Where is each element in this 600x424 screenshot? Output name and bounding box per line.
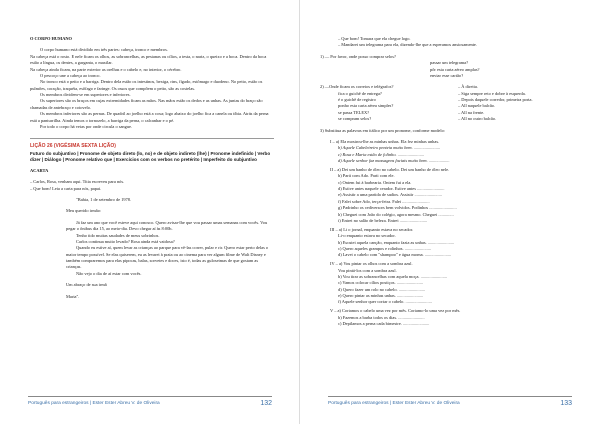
exercise-line: I – a) Ela mostrou-lhe as minhas unhas. Ela fez minhas unhas.: [330, 138, 440, 144]
paragraph: Na cabeça está o rosto. E nele ficam os olhos, as sobrancelhas, as pestanas ou cílios, a testa, o nariz, o queixo e a boca. Dentro da boca estão a língua, os dentes, a garganta, o maxilar.: [30, 53, 267, 66]
exercise-line: d) Aquele senhor faz massagens faciais muito bem. ...................: [338, 158, 450, 163]
letter-line: Carlos continua muito levado? Rosa ainda está vaidosa?: [76, 238, 175, 244]
exercise-line: b) Fazemos a barba todos os dias. ........................: [338, 314, 425, 320]
exercise-line: d) Estive antes naquele cerador. Estive antes .........................: [338, 186, 445, 191]
left-column: [30, 36, 274, 300]
dialog-line: – Que bom! Leia a carta para nós, papai.: [30, 185, 102, 191]
exercise-line: Li-o enquanto estava no secador.: [338, 233, 396, 239]
footer-text: Português para estrangeiros | Ester Ester Abreu V. de Oliveira: [328, 401, 460, 406]
exercise-line: se passa TELEX?: [338, 109, 370, 115]
exercise-line: III – a) Li o jornal, enquanto estava no secador.: [330, 226, 414, 232]
letter-line: Não vejo o dia de aí estar com vocês.: [76, 270, 142, 276]
lesson-title: LIÇÃO 26 (VIGÉSIMA SEXTA LIÇÃO): [30, 143, 116, 150]
exercise-two-column: [320, 84, 572, 122]
section-title: O CORPO HUMANO: [30, 36, 72, 41]
exercise-line: b) Escutei aquela canção, enquanto fazia as unhas. ........................: [338, 239, 455, 245]
answer-line: – All naquele balcão.: [458, 103, 496, 109]
exercise-line: c) Vamos colocar cílios postiços. ........................: [338, 280, 424, 286]
letter-line: Já faz um ano que você esteve aqui conosco. Quero avisar-lhe que vou passar umas semanas com vocês. Vou pegar o ônibus dia 15, ao meio-dia. Devo chegar aí às 8:00h.: [66, 219, 268, 232]
exercise-line: d) Lavei o cabelo com "shampoo" e água morna. ........................: [338, 252, 452, 258]
exercise-line: V – a) Cortamos o cabelo uma vez por mês. Cortamo-lo uma vez por mês.: [330, 308, 461, 314]
page-number: 132: [260, 400, 272, 407]
lesson-subtitle: Futuro do subjuntivo | Pronome de objeto direto (lo, no) e de objeto indireto (lhe) | Pronome indefinido | Verbo dizer | Diálogo | Pronome relativo que | Exercícios com os verbos no pretérito | Imperfeito do subjuntivo: [30, 150, 271, 162]
exercise-line: b) Vou tirar as sobrancelhas com aquela moça. ........................: [338, 273, 447, 279]
right-page: [300, 0, 600, 424]
exercise-question: 1) — Por favor, onde posso comprar selos?: [320, 53, 396, 59]
dialog-line: – Que bom! Tomara que ela chegue logo.: [338, 36, 411, 41]
exercise-line: i) Entrei no salão de beleza. Entrei .........................: [338, 217, 428, 223]
paragraph: No tronco está o peito e a barriga. Dentro dela estão os intestinos, bexiga, rins, fígado, estômago e duodeno. No peito, estão os pulmões, coração, traquéia, esôfago e faringe. Os ossos que compõem o peito, são as costelas.: [30, 79, 263, 91]
page-number: 133: [560, 400, 572, 407]
section-heading: ACARTA: [30, 167, 49, 173]
exercise-line: e) Quero pintar as minhas unhas. ........................: [338, 293, 424, 298]
exercise-line: se compram selos?: [338, 116, 372, 122]
answer-line: – Siga sempre reto e dobre à esquerda.: [458, 90, 526, 96]
footer-text: Português para estrangeiros | Ester Ester Abreu V. de Oliveira: [28, 401, 160, 406]
exercise-question: 2) —Onde ficam os correios e telégrafos?: [320, 84, 394, 90]
answer-line: – À direita.: [458, 84, 478, 90]
exercise-line: d) Quero fazer um rolo no cabelo. ........................: [338, 286, 426, 292]
exercise-line: h) Cheguei com João do colégio, agora mesmo. Cheguei ..............: [338, 211, 454, 217]
exercise-line: b) Parti com Ado. Parti com ele.: [338, 173, 395, 179]
exercise-line: IV – a) Vou pintar os olhos com a sombra azul.: [330, 261, 413, 267]
exercise-line: c) Depilamos a perna cada bimestre. ........................: [338, 321, 430, 326]
exercise-line: enviar esse cartão?: [430, 72, 464, 78]
exercise-line: c) Quero aqueles grampos e rolinhos. ........................: [338, 245, 432, 251]
right-column: [320, 36, 572, 327]
answer-line: – All no outro balcão.: [458, 116, 497, 122]
paragraph: Os superiores são os braços em cujas extremidades ficam as mãos. Nas mãos estão os dedos e as unhas. As juntas do braço são chamadas de antebraço e cotovelo.: [30, 98, 263, 110]
letter-line: Quando eu estive aí, quem levar as crianças ao parque para vê-las correr, pular e rir. Quero estar perto delas o maior tempo possível. Se elas quiserem, eu as levarei à praia ou ao cinema para ver algum filme de Walt Disney e também compraremos para elas pipocas, balas, sorvetes e doces, isto é, todas as guloseimas de que gostam as crianças.: [66, 245, 269, 270]
paragraph: Na cabeça ainda ficam, na parte exterior as orelhas e o cabelo e, no interior, o cérebro.: [30, 66, 182, 72]
letter-line: Maria".: [66, 293, 80, 299]
exercise-line: f) Aquele senhor quer cortar o cabelo. ........................: [338, 299, 432, 305]
letter-line: Meu querido irmão:: [66, 208, 102, 214]
exercise-line: c) Rosa e Maria estão de folinho. ........................: [338, 151, 425, 157]
paragraph: O pescoço une a cabeça ao tronco.: [40, 72, 101, 78]
letter-line: Tenho tido muitas saudades de meus sobrinhos.: [76, 232, 160, 238]
letter-line: Um abraço de sua irmã: [66, 282, 107, 288]
page-footer: [28, 396, 272, 411]
exercise-line: b) Aquele Cabeleireiro penteia muito bem. ........................: [338, 145, 441, 151]
answer-line: – All na frente.: [458, 109, 485, 115]
page-footer: [328, 396, 572, 411]
exercise-line: g) Padrinho os cediversors bem volvidos. Podinhos .........................: [338, 205, 457, 211]
exercise-line: c) Ontem fui à barbearia. Ontem fui a ela.: [338, 179, 412, 185]
exercise-question: 3) Substitua as palavras em itálico por um pronome, conforme modelo:: [320, 127, 445, 133]
exercise-line: ponho esta carta aérea simples?: [338, 103, 394, 109]
paragraph: Os membros dividem-se em superiores e inferiores.: [40, 92, 131, 97]
letter-body: [30, 197, 274, 300]
exercise-line: é o guichê de registro: [338, 97, 376, 102]
letter-line: "Bahia, 1 de setembro de 1978.: [76, 197, 132, 202]
paragraph: O corpo humano está dividido em três partes: cabeça, tronco e membros.: [40, 47, 168, 53]
answer-line: – Depois daquele corredor, primeira porta.: [458, 97, 533, 102]
dialog-line: – Mandarei um telegrama para ela, dizendo-lhe que a esperamos ansiosamente.: [338, 42, 477, 48]
exercise-line: f) Falei sobre Ado, terça-feira. Falei .........................: [338, 198, 430, 204]
exercise-line: e) Assistir a uma partida de sadios. Assistir .........................: [338, 192, 442, 198]
divider-line: [30, 138, 274, 139]
exercise-line: II – a) Dei um banho de óleo no cabelo. Dei um banho de óleo nele.: [330, 166, 450, 172]
paragraph: Os membros inferiores são as pernas. De quadril ao joelho está a coxa; logo abaixo do joelho fica a canela ou tíbia. Atrás da perna está a panturrilha. Ainda temos o tornozelo, a barriga da perna, o calcanhar e o pé.: [30, 111, 269, 123]
exercise-line: fica o guichê de entrega?: [338, 90, 382, 96]
exercise-line: pôr esta carta aéreo amplas?: [430, 66, 480, 72]
exercise-line: Vou pintá-los com a sombra azul.: [338, 267, 397, 273]
paragraph: Por todo o corpo há veias por onde circula o sangue.: [40, 123, 133, 129]
exercise-line: passar um telegrama?: [430, 60, 469, 66]
dialog-line: – Carlos, Rosa, venham aqui. Titia escreveu para nós.: [30, 179, 125, 185]
